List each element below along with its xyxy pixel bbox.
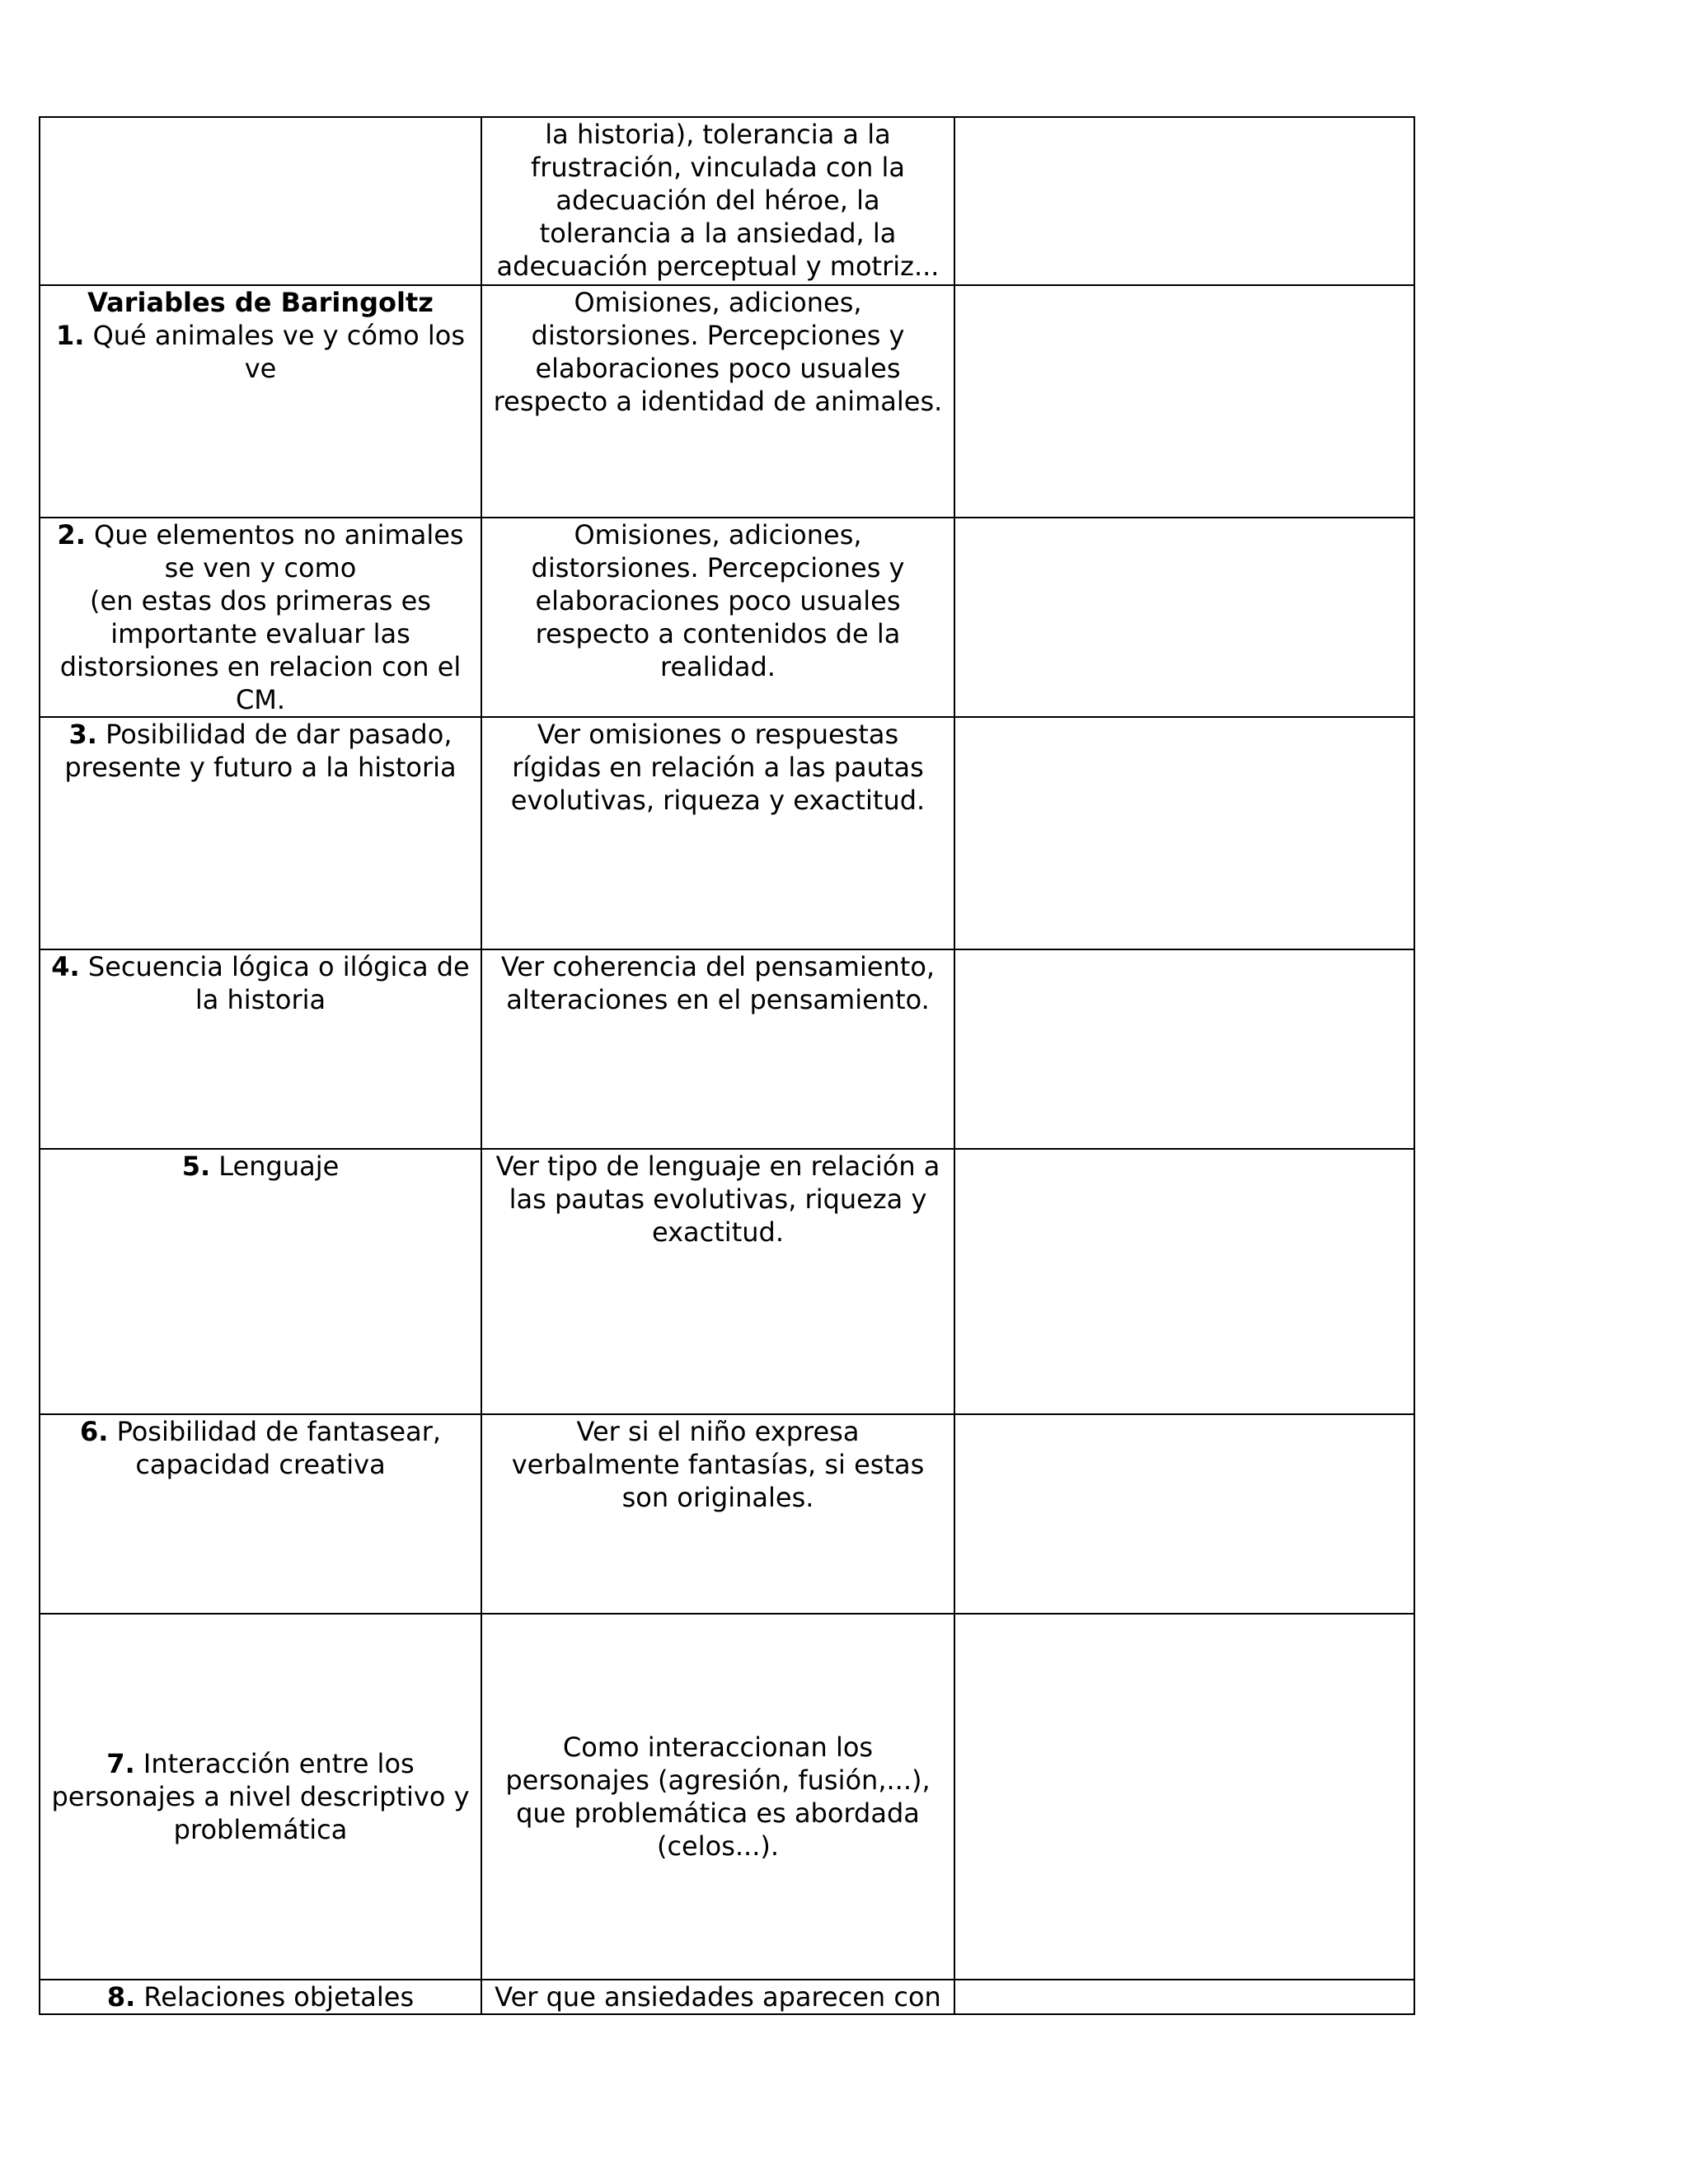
variable-text: Relaciones objetales [135, 1981, 415, 2013]
variable-number: 3. [68, 719, 97, 750]
variable-text: Posibilidad de fantasear, capacidad creativa [108, 1416, 442, 1480]
criterion-text: Ver tipo de lenguaje en relación a las pautas evolutivas, riqueza y exactitud. [495, 1151, 940, 1248]
criterion-text: Ver que ansiedades aparecen con [495, 1981, 941, 2013]
criterion-text: Ver omisiones o respuestas rígidas en relación a las pautas evolutivas, riqueza y exactitud. [510, 719, 926, 816]
criterion-cell [481, 1614, 954, 1980]
variable-number: 6. [79, 1416, 109, 1447]
variable-note: (en estas dos primeras es importante evaluar las distorsiones en relacion con el CM. [59, 585, 462, 715]
criterion-text: Como interaccionan los personajes (agresión, fusión,...), que problemática es abordada (celos...). [505, 1732, 931, 1862]
variable-text: Que elementos no animales se ven y como [85, 519, 464, 583]
variable-label [47, 319, 474, 385]
table-row [40, 518, 1414, 717]
variable-number: 2. [57, 519, 86, 551]
table-row [40, 717, 1414, 949]
variable-text: Qué animales ve y cómo los ve [84, 320, 466, 384]
variable-text: Lenguaje [210, 1151, 340, 1182]
variable-label [47, 1980, 474, 2013]
criterion-cell [481, 1414, 954, 1614]
variable-cell [40, 518, 481, 717]
criterion-text: Ver si el niño expresa verbalmente fantasías, si estas son originales. [511, 1416, 925, 1513]
notes-cell [954, 1980, 1414, 2014]
variable-label [47, 1747, 474, 1846]
criterion-cell [481, 1980, 954, 2014]
variable-label [47, 1150, 474, 1183]
table-row [40, 1149, 1414, 1414]
table-row [40, 285, 1414, 518]
notes-cell [954, 117, 1414, 285]
section-heading: Variables de Baringoltz [87, 287, 434, 318]
variable-label [47, 518, 474, 584]
variable-cell [40, 1614, 481, 1980]
notes-cell [954, 1614, 1414, 1980]
variable-cell [40, 1149, 481, 1414]
criterion-cell [481, 285, 954, 518]
criterion-cell [481, 1149, 954, 1414]
variable-cell [40, 285, 481, 518]
evaluation-table [39, 116, 1415, 2015]
notes-cell [954, 717, 1414, 949]
notes-cell [954, 518, 1414, 717]
criterion-text: Omisiones, adiciones, distorsiones. Percepciones y elaboraciones poco usuales respecto a identidad de animales. [493, 287, 943, 417]
notes-cell [954, 1414, 1414, 1614]
variable-cell [40, 117, 481, 285]
variable-number: 1. [55, 320, 85, 351]
notes-cell [954, 1149, 1414, 1414]
criterion-text: Ver coherencia del pensamiento, alteraciones en el pensamiento. [500, 951, 935, 1015]
table-row [40, 949, 1414, 1149]
criterion-cell [481, 717, 954, 949]
variable-cell [40, 1414, 481, 1614]
criterion-cell [481, 117, 954, 285]
criterion-text: Omisiones, adiciones, distorsiones. Percepciones y elaboraciones poco usuales respecto a contenidos de la realidad. [531, 519, 905, 682]
variable-number: 5. [181, 1151, 211, 1182]
notes-cell [954, 285, 1414, 518]
variable-number: 4. [51, 951, 80, 982]
table-row [40, 117, 1414, 285]
table-row [40, 1614, 1414, 1980]
variable-text: Interacción entre los personajes a nivel descriptivo y problemática [51, 1748, 470, 1845]
variable-text: Secuencia lógica o ilógica de la historia [79, 951, 470, 1015]
criterion-cell [481, 949, 954, 1149]
criterion-cell [481, 518, 954, 717]
variable-cell [40, 717, 481, 949]
variable-number: 8. [106, 1981, 136, 2013]
variable-cell [40, 1980, 481, 2014]
variable-label [47, 718, 474, 784]
variable-number: 7. [106, 1748, 135, 1779]
variable-label [47, 1415, 474, 1481]
variable-cell [40, 949, 481, 1149]
table-row [40, 1414, 1414, 1614]
table-row [40, 1980, 1414, 2014]
criterion-text: la historia), tolerancia a la frustración, vinculada con la adecuación del héroe, la tolerancia a la ansiedad, la adecuación perceptual y motriz... [496, 119, 940, 282]
variable-text: Posibilidad de dar pasado, presente y futuro a la historia [64, 719, 457, 783]
variable-label [47, 950, 474, 1016]
notes-cell [954, 949, 1414, 1149]
